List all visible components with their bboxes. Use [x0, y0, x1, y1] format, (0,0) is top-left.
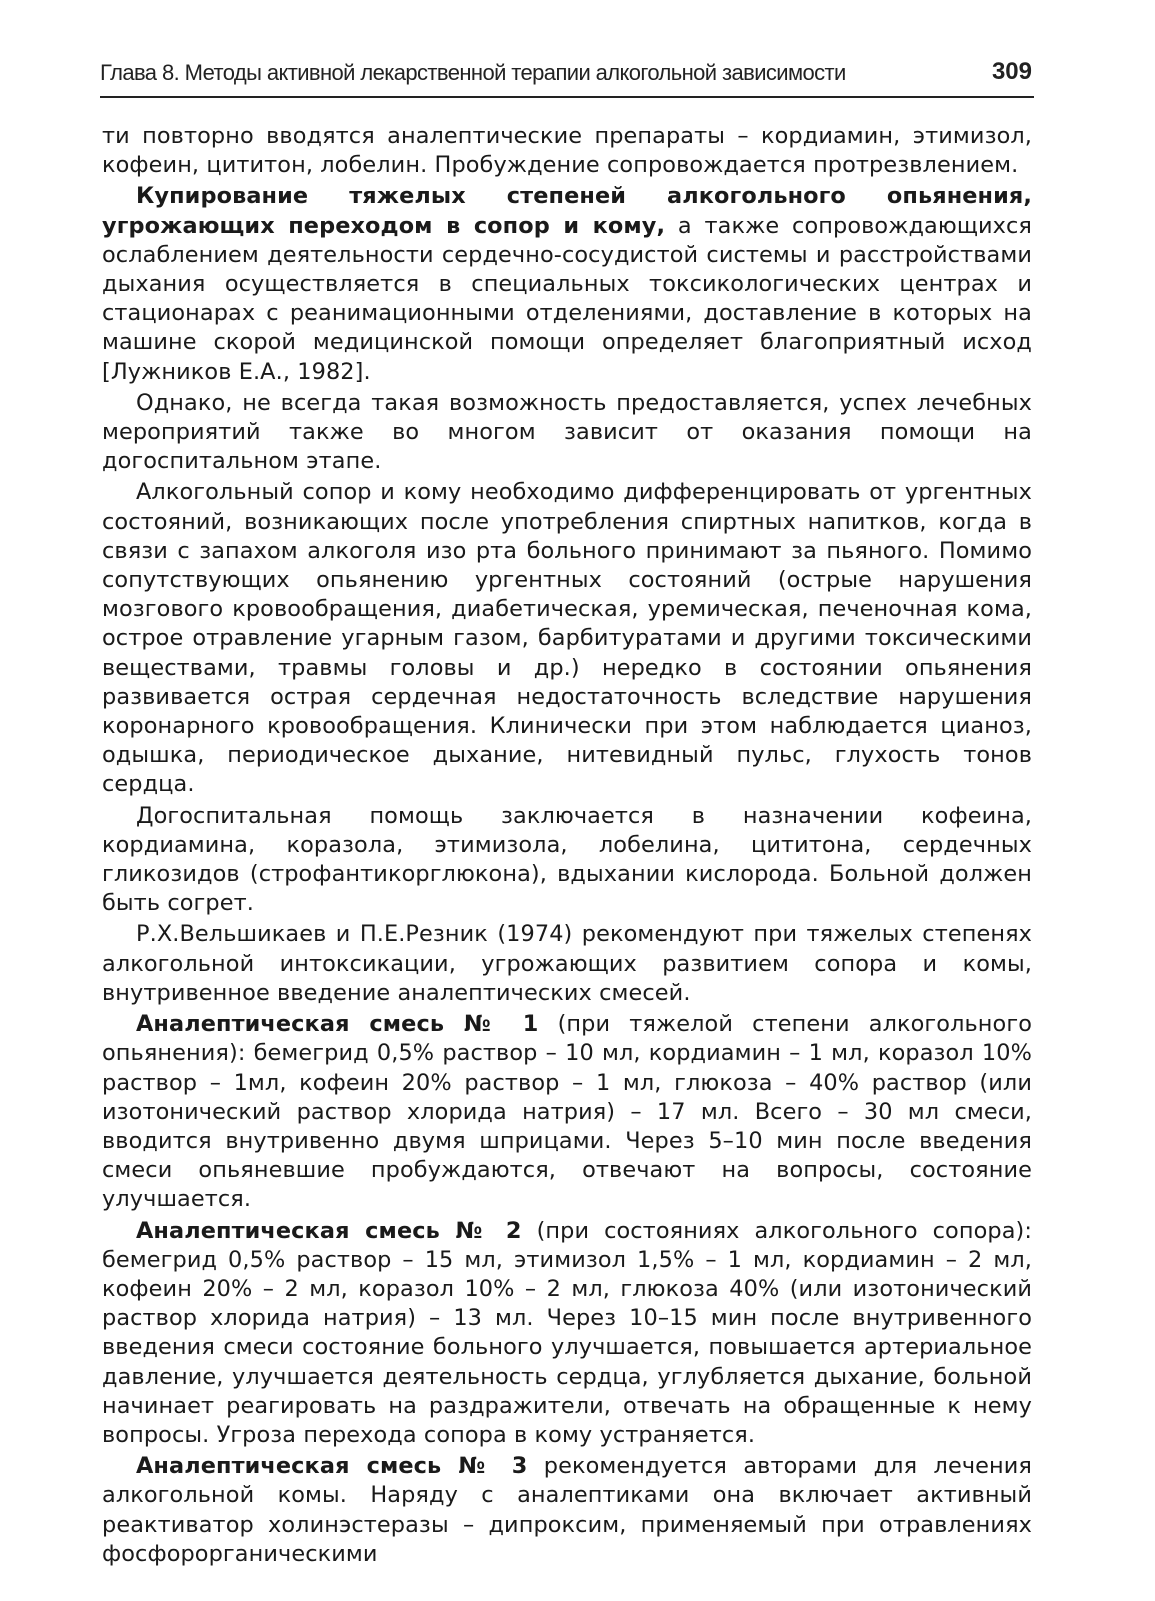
- chapter-title: Глава 8. Методы активной лекарственной терапии алкогольной зависимости: [100, 60, 846, 85]
- paragraph: Купирование тяжелых степеней алкогольного опьянения, угрожающих переходом в сопор и кому, а также сопровождающихся ослаблением деятельности сердечно-сосудистой системы и расстройствами дыхания осуществляется в специальных токсикологических центрах и стационарах с реанимационными отделениями, доставление в которых на машине скорой медицинской помощи определяет благоприятный исход [Лужников Е.А., 1982].: [102, 183, 1033, 385]
- paragraph: ти повторно вводятся аналептические препараты – кордиамин, этимизол, кофеин, цититон, лобелин. Пробуждение сопровождается протрезвлением.: [102, 123, 1032, 179]
- paragraph: Алкогольный сопор и кому необходимо дифференцировать от ургентных состояний, возникающих после употребления спиртных напитков, когда в связи с запахом алкоголя изо рта больного принимают за пьяного. Помимо сопутствующих опьянению ургентных состояний (острые нарушения мозгового кровообращения, диабетическая, уремическая, печеночная кома, острое отравление угарным газом, барбитуратами и другими токсическими веществами, травмы головы и др.) нередко в состоянии опьянения развивается острая сердечная недостаточность вследствие нарушения коронарного кровообращения. Клинически при этом наблюдается цианоз, одышка, периодическое дыхание, нитевидный пульс, глухость тонов сердца.: [102, 479, 1032, 798]
- running-header: [100, 56, 1034, 98]
- page-number: 309: [991, 58, 1032, 85]
- paragraph: Однако, не всегда такая возможность предоставляется, успех лечебных мероприятий также во многом зависит от оказания помощи на догоспитальном этапе.: [102, 389, 1032, 475]
- paragraph: Р.Х.Вельшикаев и П.Е.Резник (1974) рекомендуют при тяжелых степенях алкогольной интоксикации, угрожающих развитием сопора и комы, внутривенное введение аналептических смесей.: [102, 921, 1032, 1006]
- bold-lead: Аналептическая смесь № 2: [136, 1217, 522, 1244]
- bold-lead: Купирование тяжелых степеней алкогольного опьянения, угрожающих переходом в сопор и кому,: [102, 183, 1032, 239]
- bold-lead: Аналептическая смесь № 3: [136, 1453, 528, 1480]
- bold-lead: Аналептическая смесь № 1: [136, 1011, 539, 1038]
- paragraph: Аналептическая смесь № 3 рекомендуется авторами для лечения алкогольной комы. Наряду с аналептиками она включает активный реактиватор холинэстеразы – дипроксим, применяемый при отравлениях фосфорорганическими: [102, 1453, 1032, 1567]
- paragraph: Догоспитальная помощь заключается в назначении кофеина, кордиамина, коразола, этимизола, лобелина, цититона, сердечных гликозидов (строфантикорглюкона), вдыхании кислорода. Больной должен быть согрет.: [102, 802, 1032, 917]
- paragraph: Аналептическая смесь № 2 (при состояниях алкогольного сопора): бемегрид 0,5% раствор – 15 мл, этимизол 1,5% – 1 мл, кордиамин – 2 мл, кофеин 20% – 2 мл, коразол 10% – 2 мл, глюкоза 40% (или изотонический раствор хлорида натрия) – 13 мл. Через 10–15 мин после внутривенного введения смеси состояние больного улучшается, повышается артериальное давление, улучшается деятельность сердца, углубляется дыхание, больной начинает реагировать на раздражители, отвечать на обращенные к нему вопросы. Угроза перехода сопора в кому устраняется.: [102, 1217, 1033, 1448]
- page-body: [102, 122, 1032, 1571]
- paragraph: Аналептическая смесь № 1 (при тяжелой степени алкогольного опьянения): бемегрид 0,5% раствор – 10 мл, кордиамин – 1 мл, коразол 10% раствор – 1мл, кофеин 20% раствор – 1 мл, глюкоза – 40% раствор (или изотонический раствор хлорида натрия) – 17 мл. Всего – 30 мл смеси, вводится внутривенно двумя шприцами. Через 5–10 мин после введения смеси опьяневшие пробуждаются, отвечают на вопросы, состояние улучшается.: [102, 1011, 1032, 1213]
